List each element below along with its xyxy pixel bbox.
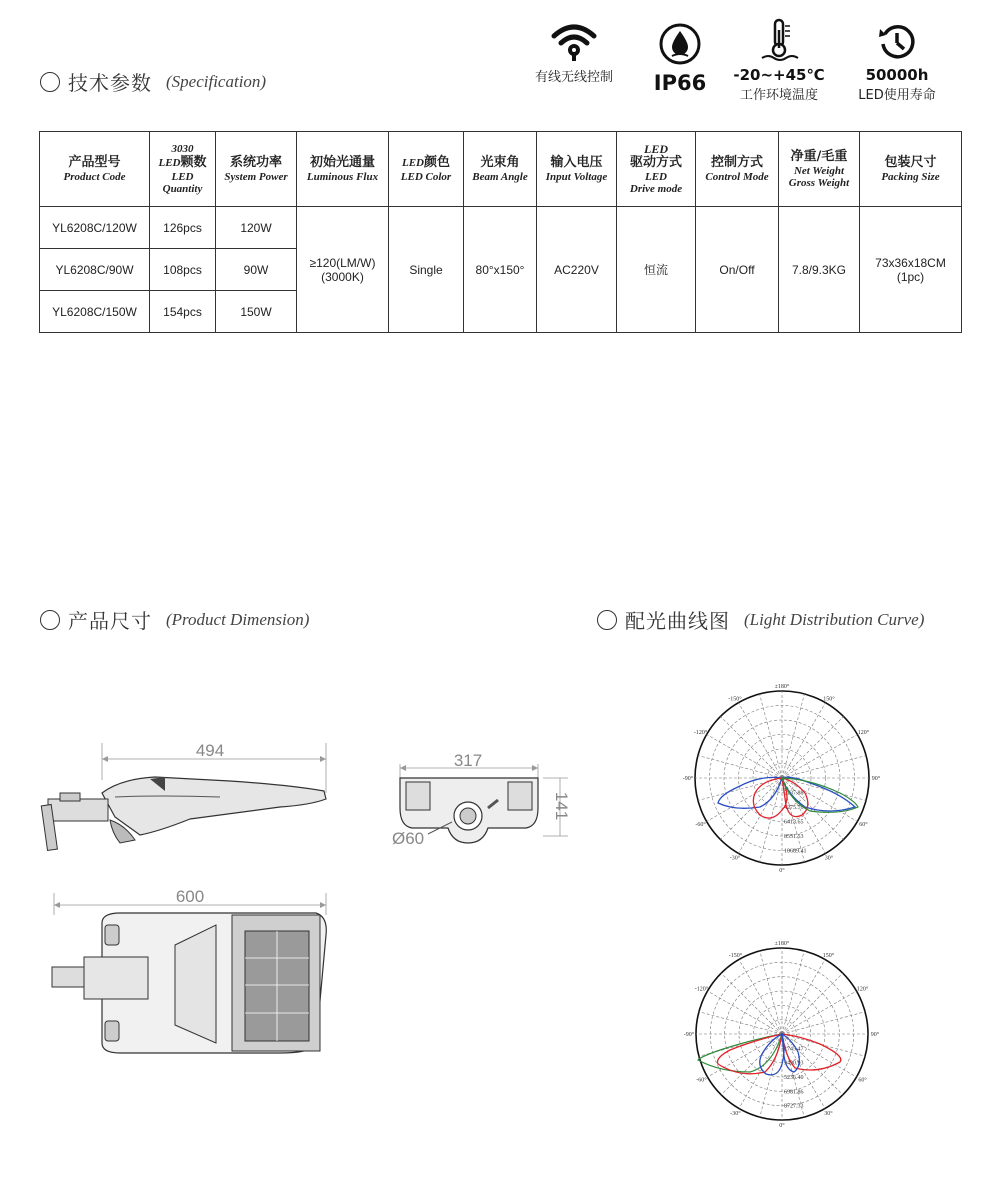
polar-angle-label: 120°: [857, 730, 870, 736]
top-view-drawing: [40, 885, 340, 1060]
polar-value-label: 2137.88: [784, 790, 804, 797]
cell-control: On/Off: [696, 207, 779, 333]
side-length-label: 494: [195, 741, 225, 760]
spec-table: [39, 131, 962, 333]
dimension-title-zh: 产品尺寸: [68, 609, 152, 633]
th-product-code: 产品型号 Product Code: [40, 132, 150, 207]
polar-angle-label: -150°: [728, 696, 742, 703]
circle-bullet-icon: [597, 610, 617, 630]
polar-angle-label: ±180°: [774, 684, 790, 690]
th-system-power: 系统功率 System Power: [216, 132, 297, 207]
polar-angle-label: -150°: [728, 953, 743, 960]
cell-qty: 154pcs: [150, 291, 216, 333]
table-header-row: [40, 132, 962, 207]
polar-value-label: 3490.93: [784, 1060, 804, 1067]
cell-power: 120W: [216, 207, 297, 249]
cell-flux: ≥120(LM/W) (3000K): [297, 207, 389, 333]
th-control-mode: 控制方式 Control Mode: [696, 132, 779, 207]
cell-qty: 126pcs: [150, 207, 216, 249]
dimension-title-en: (Product Dimension): [166, 609, 310, 629]
polar-angle-label: -30°: [730, 1110, 741, 1117]
polar-angle-label: 90°: [870, 1032, 880, 1038]
end-width-label: 317: [453, 751, 483, 770]
cell-weight: 7.8/9.3KG: [779, 207, 860, 333]
polar-angle-label: 30°: [824, 1110, 833, 1117]
th-drive-mode: LED 驱动方式 LED Drive mode: [617, 132, 696, 207]
cell-code: YL6208C/90W: [40, 249, 150, 291]
cell-color: Single: [389, 207, 464, 333]
feature-lifetime-label: LED使用寿命: [858, 88, 936, 103]
polar-value-label: 5236.40: [784, 1075, 804, 1081]
feature-temperature-value: -20~+45℃: [733, 66, 825, 84]
polar-angle-label: -120°: [694, 986, 709, 993]
thermometer-icon: [759, 18, 799, 62]
polar-chart-1: [682, 675, 881, 875]
th-weight: 净重/毛重 Net Weight Gross Weight: [779, 132, 860, 207]
polar-angle-label: 30°: [824, 855, 834, 862]
top-length-label: 600: [175, 887, 205, 906]
spec-section-title: [40, 67, 266, 96]
polar-angle-label: ±180°: [774, 941, 790, 947]
polar-angle-label: -60°: [696, 1077, 707, 1084]
polar-chart-2: [683, 932, 880, 1132]
spec-title-en: (Specification): [166, 71, 267, 91]
side-view-drawing: [40, 735, 340, 855]
pole-diameter-label: Ø60: [392, 829, 425, 848]
dimension-section-title: [40, 605, 309, 634]
feature-temperature: [733, 18, 825, 103]
polar-angle-label: 120°: [856, 986, 869, 993]
cell-voltage: AC220V: [537, 207, 617, 333]
circle-bullet-icon: [40, 610, 60, 630]
feature-ip66-label: IP66: [653, 71, 707, 95]
th-input-voltage: 输入电压 Input Voltage: [537, 132, 617, 207]
th-luminous-flux: 初始光通量 Luminous Flux: [297, 132, 389, 207]
polar-angle-label: 150°: [823, 696, 835, 703]
circle-bullet-icon: [40, 72, 60, 92]
polar-value-label: 4275.76: [784, 805, 804, 811]
feature-lifetime-value: 50000h: [865, 66, 929, 84]
polar-value-label: 6981.86: [784, 1089, 804, 1096]
polar-angle-label: 60°: [859, 822, 868, 828]
th-led-color: LED颜色 LED Color: [389, 132, 464, 207]
polar-value-label: 1745.47: [784, 1046, 804, 1053]
clock-history-icon: [877, 22, 917, 62]
th-packing-size: 包装尺寸 Packing Size: [860, 132, 962, 207]
polar-value-label: 10689.41: [784, 848, 807, 855]
wifi-control-icon: [549, 22, 599, 62]
polar-value-label: 8551.53: [784, 834, 804, 840]
th-beam-angle: 光束角 Beam Angle: [464, 132, 537, 207]
feature-lifetime: [852, 22, 942, 103]
cell-code: YL6208C/150W: [40, 291, 150, 333]
cell-pack: 73x36x18CM (1pc): [860, 207, 962, 333]
polar-angle-label: -90°: [682, 776, 694, 782]
polar-angle-label: 0°: [779, 868, 785, 874]
cell-beam: 80°x150°: [464, 207, 537, 333]
end-view-drawing: [388, 748, 578, 858]
curve-title-en: (Light Distribution Curve): [744, 609, 925, 629]
polar-value-label: 8727.33: [784, 1103, 804, 1110]
ip66-drop-icon: [658, 22, 702, 66]
feature-wireless: [528, 22, 620, 85]
curve-section-title: [597, 605, 924, 634]
cell-power: 150W: [216, 291, 297, 333]
polar-value-label: 6413.65: [784, 819, 804, 826]
polar-angle-label: -90°: [683, 1032, 695, 1038]
polar-angle-label: -120°: [693, 730, 708, 736]
spec-title-zh: 技术参数: [68, 71, 152, 95]
curve-title-zh: 配光曲线图: [625, 609, 730, 633]
polar-angle-label: 60°: [858, 1077, 867, 1084]
cell-drive: 恒流: [617, 207, 696, 333]
feature-temperature-label: 工作环境温度: [739, 88, 818, 103]
cell-qty: 108pcs: [150, 249, 216, 291]
polar-angle-label: 0°: [779, 1123, 785, 1129]
feature-wireless-label: 有线无线控制: [534, 70, 613, 85]
cell-power: 90W: [216, 249, 297, 291]
polar-angle-label: 90°: [871, 776, 881, 782]
polar-angle-label: -60°: [695, 822, 706, 828]
polar-angle-label: 150°: [822, 953, 835, 960]
table-row: [40, 207, 962, 249]
feature-ip66: [648, 22, 712, 95]
end-height-label: 141: [552, 791, 571, 821]
th-led-quantity: 3030 LED颗数 LED Quantity: [150, 132, 216, 207]
cell-code: YL6208C/120W: [40, 207, 150, 249]
polar-angle-label: -30°: [729, 855, 741, 862]
